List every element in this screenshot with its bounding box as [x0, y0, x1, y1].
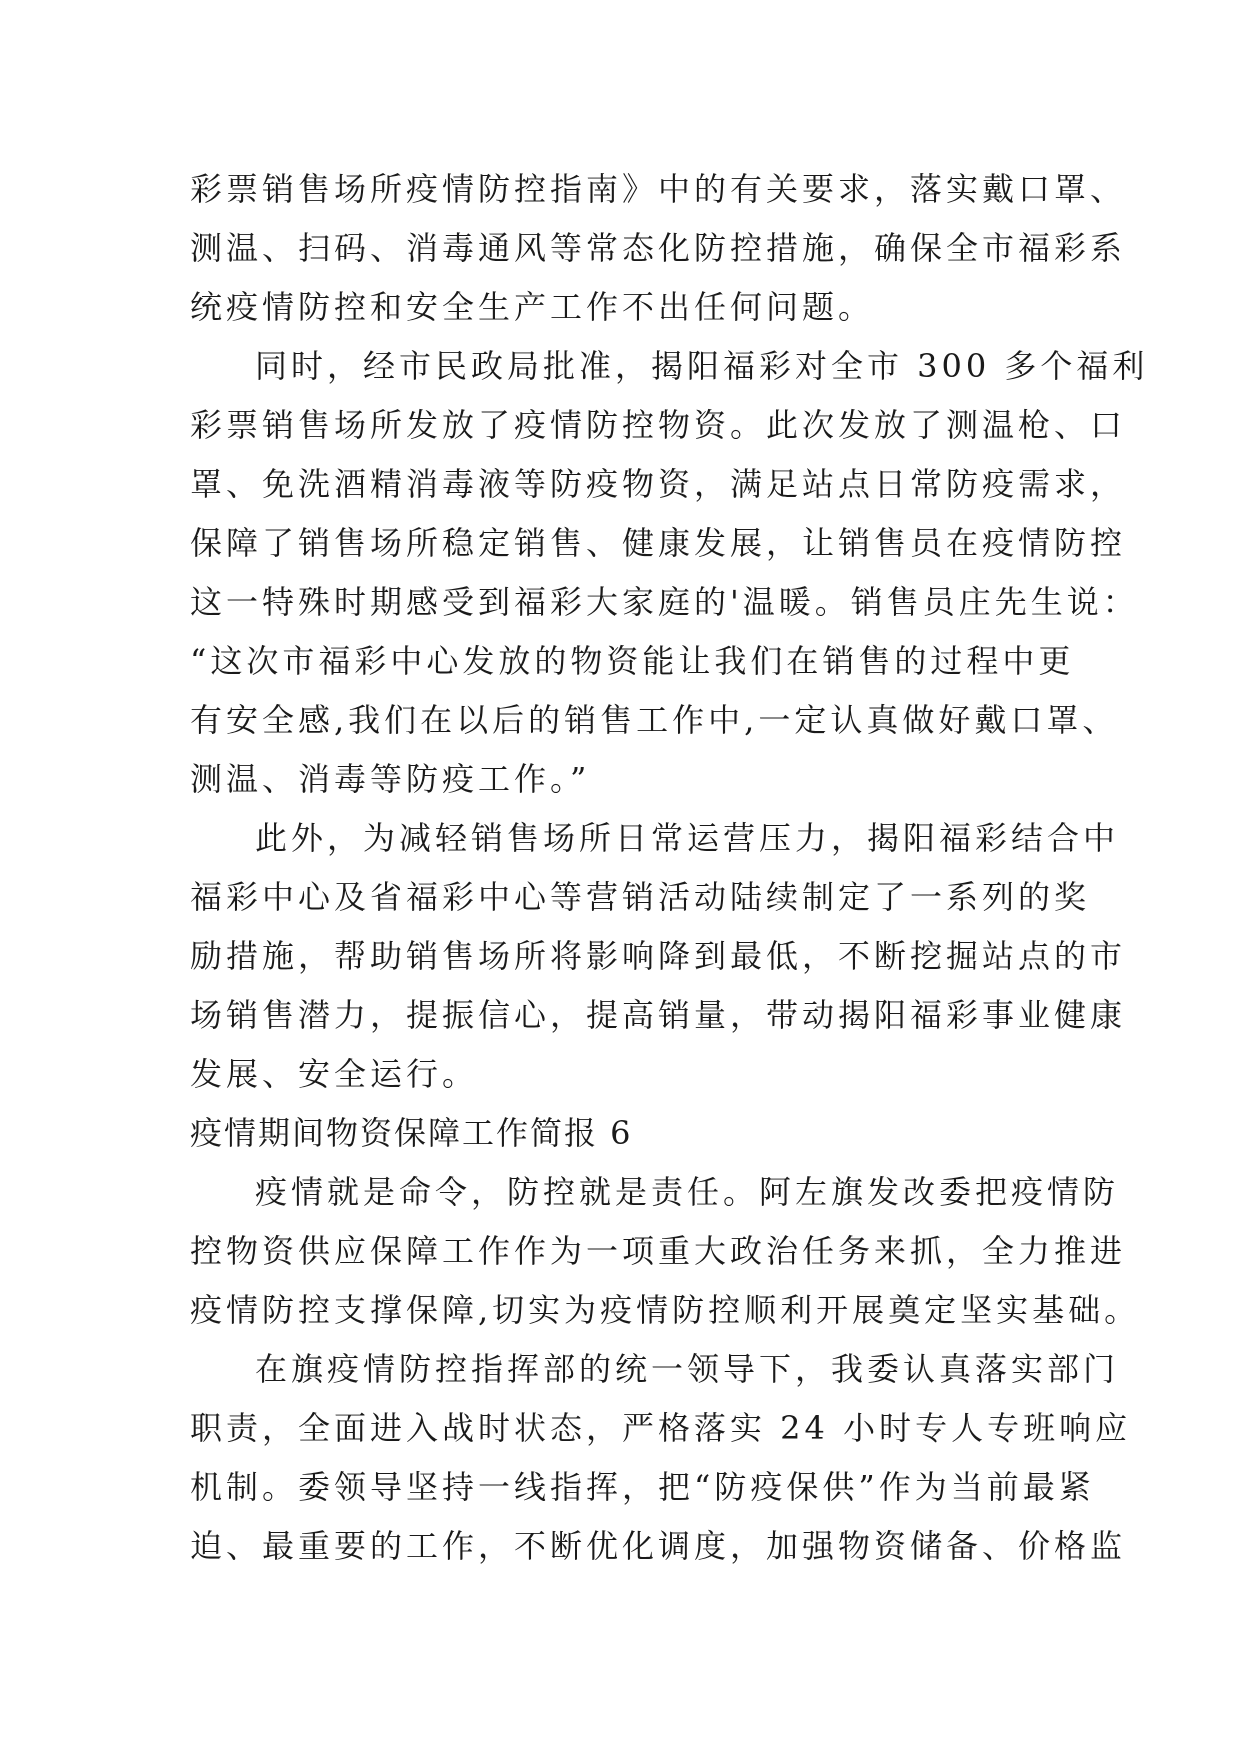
paragraph-line: 福彩中心及省福彩中心等营销活动陆续制定了一系列的奖 — [190, 878, 1091, 916]
paragraph-line: 场销售潜力，提振信心，提高销量，带动揭阳福彩事业健康 — [190, 996, 1127, 1034]
paragraph-line: 控物资供应保障工作作为一项重大政治任务来抓，全力推进 — [190, 1232, 1127, 1270]
paragraph-line: 有安全感,我们在以后的销售工作中,一定认真做好戴口罩、 — [190, 701, 1119, 739]
paragraph-line: “这次市福彩中心发放的物资能让我们在销售的过程中更 — [190, 642, 1075, 680]
paragraph-line: 励措施，帮助销售场所将影响降到最低，不断挖掘站点的市 — [190, 937, 1127, 975]
paragraph-line: 在旗疫情防控指挥部的统一领导下，我委认真落实部门 — [255, 1350, 1120, 1388]
paragraph-line: 保障了销售场所稳定销售、健康发展，让销售员在疫情防控 — [190, 524, 1127, 562]
paragraph-line: 测温、扫码、消毒通风等常态化防控措施，确保全市福彩系 — [190, 229, 1127, 267]
paragraph-line: 疫情防控支撑保障,切实为疫情防控顺利开展奠定坚实基础。 — [190, 1291, 1141, 1329]
document-body — [190, 160, 1149, 1576]
paragraph-line: 彩票销售场所发放了疫情防控物资。此次发放了测温枪、口 — [190, 406, 1127, 444]
paragraph-line: 彩票销售场所疫情防控指南》中的有关要求，落实戴口罩、 — [190, 170, 1127, 208]
section-heading: 疫情期间物资保障工作简报 6 — [190, 1114, 633, 1152]
paragraph-line: 测温、消毒等防疫工作。” — [190, 760, 591, 798]
paragraph-line: 罩、免洗酒精消毒液等防疫物资，满足站点日常防疫需求， — [190, 465, 1127, 503]
paragraph-line: 职责，全面进入战时状态，严格落实 24 小时专人专班响应 — [190, 1409, 1132, 1447]
paragraph-line: 发展、安全运行。 — [190, 1055, 479, 1093]
paragraph-line: 这一特殊时期感受到福彩大家庭的'温暖。销售员庄先生说： — [190, 583, 1139, 621]
paragraph-line: 同时，经市民政局批准，揭阳福彩对全市 300 多个福利 — [255, 347, 1149, 385]
paragraph-line: 迫、最重要的工作，不断优化调度，加强物资储备、价格监 — [190, 1527, 1127, 1565]
paragraph-line: 此外，为减轻销售场所日常运营压力，揭阳福彩结合中 — [255, 819, 1120, 857]
paragraph-line: 统疫情防控和安全生产工作不出任何问题。 — [190, 288, 875, 326]
paragraph-line: 机制。委领导坚持一线指挥，把“防疫保供”作为当前最紧 — [190, 1468, 1095, 1506]
paragraph-line: 疫情就是命令，防控就是责任。阿左旗发改委把疫情防 — [255, 1173, 1120, 1211]
